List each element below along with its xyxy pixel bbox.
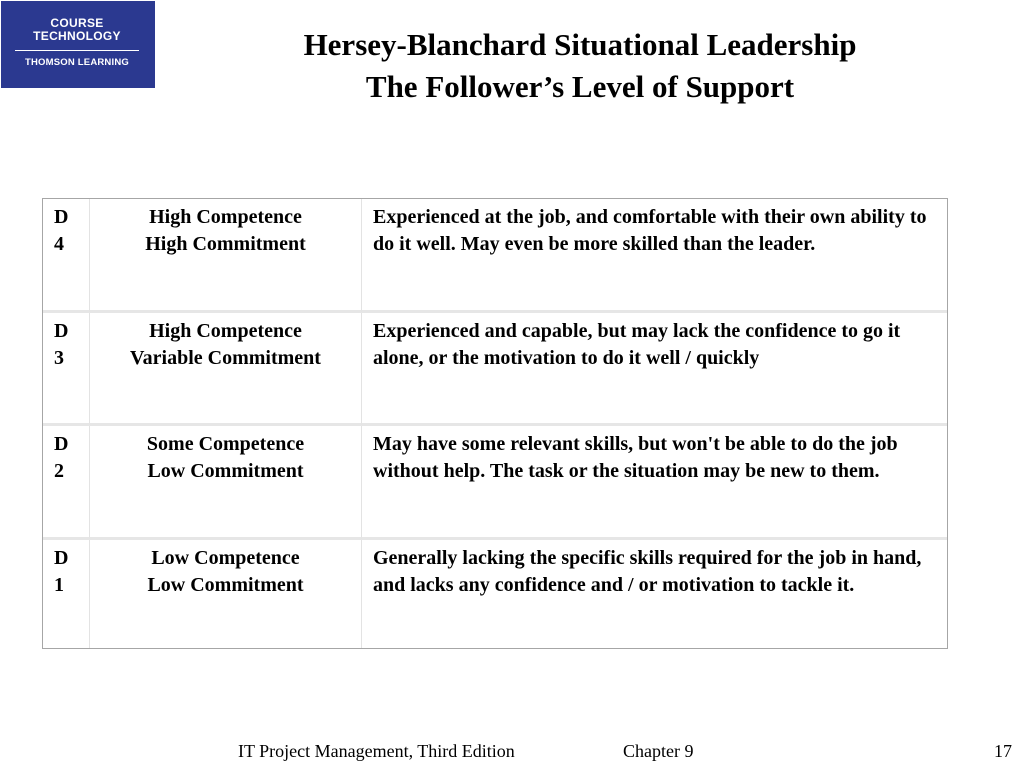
level-code-number: 1 — [54, 573, 64, 596]
level-code-letter: D — [54, 319, 69, 342]
level-code-number: 2 — [54, 460, 64, 483]
footer-chapter: Chapter 9 — [623, 741, 694, 761]
competence-label: Some Competence — [146, 433, 305, 456]
competence-label: Low Competence — [151, 546, 300, 569]
footer-book-title: IT Project Management, Third Edition — [238, 741, 515, 761]
level-description: Experienced at the job, and comfortable with their own ability to do it well. May even be more skilled than the leader. — [362, 199, 947, 313]
level-summary — [90, 313, 362, 427]
table-row — [43, 313, 947, 427]
level-code — [43, 426, 90, 540]
commitment-label: Low Commitment — [147, 460, 304, 483]
level-summary — [90, 540, 362, 648]
logo-line-1: COURSE — [50, 16, 104, 30]
level-description: Generally lacking the specific skills required for the job in hand, and lacks any confidence and / or motivation to tackle it. — [373, 546, 922, 596]
slide-title-line-2: The Follower’s Level of Support — [365, 69, 795, 104]
level-code-number: 4 — [54, 233, 64, 255]
commitment-label: High Commitment — [145, 233, 306, 255]
logo-line-2: TECHNOLOGY — [33, 29, 121, 43]
competence-label: High Competence — [149, 319, 302, 342]
level-code — [43, 540, 90, 648]
level-description: May have some relevant skills, but won't be able to do the job without help. The task or the situation may be new to them. — [362, 426, 947, 540]
slide-title-line-1: Hersey-Blanchard Situational Leadership — [303, 27, 857, 62]
table-row — [43, 426, 947, 540]
level-summary — [90, 426, 362, 540]
footer-page-number: 17 — [994, 741, 1012, 761]
commitment-label: Variable Commitment — [130, 346, 321, 369]
level-code-number: 3 — [54, 346, 64, 369]
level-description: Experienced and capable, but may lack the confidence to go it alone, or the motivation to do it well / quickly — [362, 313, 947, 427]
development-levels-table — [42, 198, 948, 649]
competence-label: High Competence — [149, 206, 302, 228]
table-row — [43, 540, 947, 648]
level-code — [43, 313, 90, 427]
slide-title — [200, 24, 960, 108]
commitment-label: Low Commitment — [147, 573, 304, 596]
level-code-letter: D — [54, 206, 69, 228]
course-technology-logo — [1, 1, 155, 88]
level-code-letter: D — [54, 546, 69, 569]
level-summary — [90, 199, 362, 313]
level-code — [43, 199, 90, 313]
logo-divider — [15, 50, 139, 51]
logo-line-3: THOMSON LEARNING — [24, 57, 129, 68]
level-code-letter: D — [54, 433, 69, 456]
table-row — [43, 199, 947, 313]
